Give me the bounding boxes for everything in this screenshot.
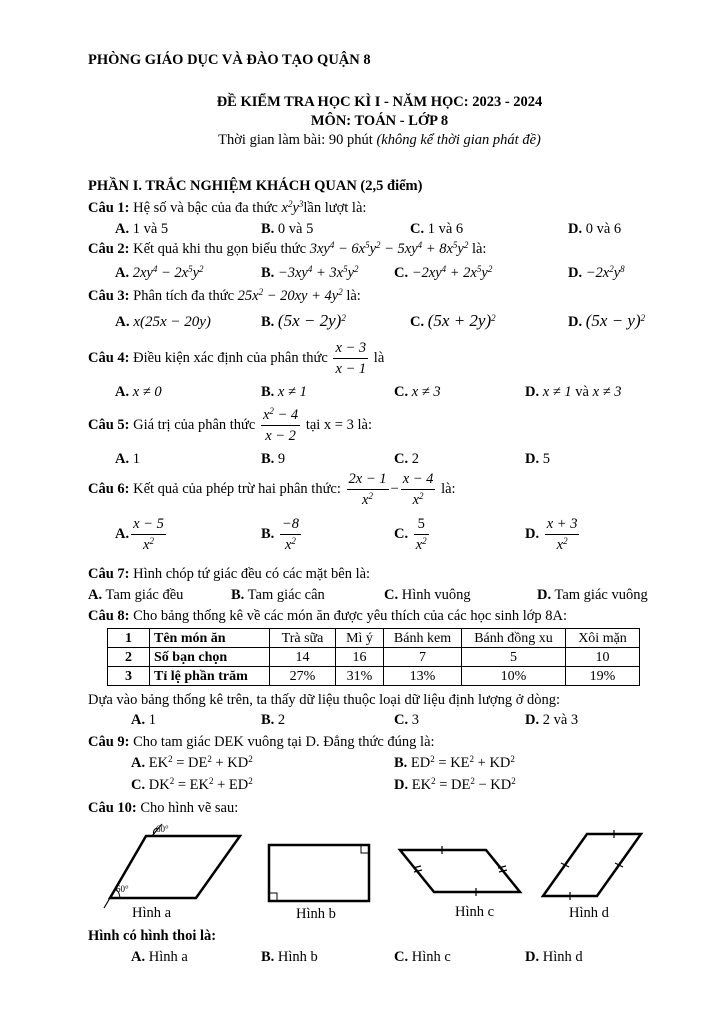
stats-table [107, 628, 640, 686]
figure-b-label: Hình b [296, 906, 336, 922]
q7-stem: Câu 7: Hình chóp tứ giác đều có các mặt bên là: [88, 566, 371, 582]
q8-stem: Câu 8: Cho bảng thống kê về các món ăn được yêu thích của các học sinh lớp 8A: [88, 608, 568, 624]
q1-option-b[interactable]: B. 0 và 5 [261, 221, 314, 237]
q6-fraction-1: $\frac{2x - 1}{x^2}$ [348, 471, 387, 508]
q3-option-c[interactable]: C. $(5x + 2y)^2$ [410, 311, 496, 330]
q3-stem: Câu 3: Phân tích đa thức $25x^2 - 20xy + 4y^2$ là: [88, 287, 361, 304]
part1-title: PHẦN I. TRẮC NGHIỆM KHÁCH QUAN (2,5 điểm) [88, 178, 423, 194]
q6-option-d[interactable]: D. $\frac{x + 3}{x^2}$ [525, 516, 578, 553]
q2-stem: Câu 2: Kết quả khi thu gọn biểu thức $3xy^4 - 6x^5y^2 - 5xy^4 + 8x^5y^2$ là: [88, 240, 487, 257]
q9-option-b[interactable]: B. $ED^2 = KE^2 + KD^2$ [394, 754, 515, 771]
q1-expression: $x^2y^3$ [281, 199, 304, 216]
q10-option-c[interactable]: C. Hình c [394, 949, 451, 965]
exam-title: ĐỀ KIỂM TRA HỌC KÌ I - NĂM HỌC: 2023 - 2024 [216, 94, 543, 110]
q5-option-d[interactable]: D. 5 [525, 451, 550, 467]
q10-option-d[interactable]: D. Hình d [525, 949, 583, 965]
q9-option-c[interactable]: C. $DK^2 = EK^2 + ED^2$ [131, 776, 253, 793]
q3-option-a[interactable]: A. x(25x − 20y) [115, 314, 211, 330]
figure-a-label: Hình a [132, 905, 172, 921]
figure-a-angle-bottom: 60° [116, 884, 129, 894]
time-note: (không kể thời gian phát đề) [376, 132, 541, 148]
q2-option-b[interactable]: B. $-3xy^4 + 3x^5y^2$ [261, 264, 359, 281]
figure-a-angle-top: 60° [156, 824, 169, 834]
q9-option-a[interactable]: A. $EK^2 = DE^2 + KD^2$ [131, 754, 253, 771]
q4-option-a[interactable]: A. x ≠ 0 [115, 384, 162, 400]
q1-option-c[interactable]: C. 1 và 6 [410, 221, 464, 237]
q1-text-b: lần lượt là: [303, 200, 367, 216]
exam-time [0, 131, 725, 149]
q7-option-b[interactable]: B. Tam giác cân [231, 587, 325, 603]
q7-option-c[interactable]: C. Hình vuông [384, 587, 471, 603]
figure-c-parallelogram [398, 846, 524, 898]
q3-expression: $25x^2 - 20xy + 4y^2$ [237, 287, 343, 304]
table-row: 3 Tỉ lệ phần trăm 27% 31% 13% 10% 19% [108, 667, 640, 686]
q4-option-d[interactable]: D. x ≠ 1 và x ≠ 3 [525, 384, 622, 400]
q5-option-b[interactable]: B. 9 [261, 451, 286, 467]
q4-fraction: $\frac{x - 3}{x - 1}$ [335, 340, 367, 377]
time-label: Thời gian làm bài: 90 phút [218, 132, 373, 148]
q8-option-c[interactable]: C. 3 [394, 712, 419, 728]
q6-stem: Câu 6: Kết quả của phép trừ hai phân thức: $\frac{2x - 1}{x^2}$ − $\frac{x - 4}{x^2}$ là: [88, 471, 456, 508]
q6-option-b[interactable]: B. $\frac{-8}{x^2}$ [261, 516, 299, 553]
exam-subject: MÔN: TOÁN - LỚP 8 [310, 113, 449, 129]
q5-option-a[interactable]: A. 1 [115, 451, 140, 467]
q5-stem: Câu 5: Giá trị của phân thức $\frac{x^2 - 4}{x - 2}$ tại x = 3 là: [88, 406, 372, 444]
figure-a-parallelogram [100, 822, 250, 904]
figure-d-label: Hình d [569, 905, 609, 921]
q10-question: Hình có hình thoi là: [88, 928, 217, 944]
figure-b-rectangle [266, 842, 374, 906]
q1-option-a[interactable]: A. 1 và 5 [115, 221, 169, 237]
q9-option-d[interactable]: D. $EK^2 = DE^2 - KD^2$ [394, 776, 516, 793]
q4-option-b[interactable]: B. x ≠ 1 [261, 384, 307, 400]
q1-number: Câu 1: [88, 200, 130, 216]
q2-option-d[interactable]: D. $-2x^2y^8$ [568, 264, 625, 281]
q1-stem [88, 199, 366, 217]
q2-option-c[interactable]: C. $-2xy^4 + 2x^5y^2$ [394, 264, 493, 281]
q5-fraction: $\frac{x^2 - 4}{x - 2}$ [262, 406, 299, 444]
table-row: 1 Tên món ăn Trà sữa Mì ý Bánh kem Bánh đồng xu Xôi mặn [108, 629, 640, 648]
q6-option-a[interactable]: A. $\frac{x - 5}{x^2}$ [115, 516, 164, 553]
q3-option-b[interactable]: B. $(5x - 2y)^2$ [261, 311, 346, 330]
q9-stem: Câu 9: Cho tam giác DEK vuông tại D. Đẳng thức đúng là: [88, 734, 435, 750]
figure-d-rhombus [541, 830, 647, 902]
q4-stem: Câu 4: Điều kiện xác định của phân thức $\frac{x - 3}{x - 1}$ là [88, 340, 385, 377]
q3-option-d[interactable]: D. $(5x - y)^2$ [568, 311, 646, 330]
q1-text-a: Hệ số và bậc của đa thức [133, 200, 278, 216]
q8-option-a[interactable]: A. 1 [131, 712, 156, 728]
q5-option-c[interactable]: C. 2 [394, 451, 419, 467]
table-row: 2 Số bạn chọn 14 16 7 5 10 [108, 648, 640, 667]
q6-option-c[interactable]: C. $\frac{5}{x^2}$ [394, 516, 427, 553]
figure-c-label: Hình c [455, 904, 495, 920]
department-name: PHÒNG GIÁO DỤC VÀ ĐÀO TẠO QUẬN 8 [88, 52, 371, 68]
q10-stem: Câu 10: Cho hình vẽ sau: [88, 800, 239, 816]
q8-option-d[interactable]: D. 2 và 3 [525, 712, 579, 728]
q7-option-d[interactable]: D. Tam giác vuông [537, 587, 648, 603]
q8-followup: Dựa vào bảng thống kê trên, ta thấy dữ liệu thuộc loại dữ liệu định lượng ở dòng: [88, 692, 561, 708]
q8-option-b[interactable]: B. 2 [261, 712, 286, 728]
q1-option-d[interactable]: D. 0 và 6 [568, 221, 622, 237]
q7-option-a[interactable]: A. Tam giác đều [88, 587, 184, 603]
q2-option-a[interactable]: A. $2xy^4 - 2x^5y^2$ [115, 264, 204, 281]
q10-option-a[interactable]: A. Hình a [131, 949, 188, 965]
q2-expression: $3xy^4 - 6x^5y^2 - 5xy^4 + 8x^5y^2$ [309, 240, 469, 257]
q10-option-b[interactable]: B. Hình b [261, 949, 318, 965]
q4-option-c[interactable]: C. x ≠ 3 [394, 384, 441, 400]
q6-fraction-2: $\frac{x - 4}{x^2}$ [402, 471, 434, 508]
